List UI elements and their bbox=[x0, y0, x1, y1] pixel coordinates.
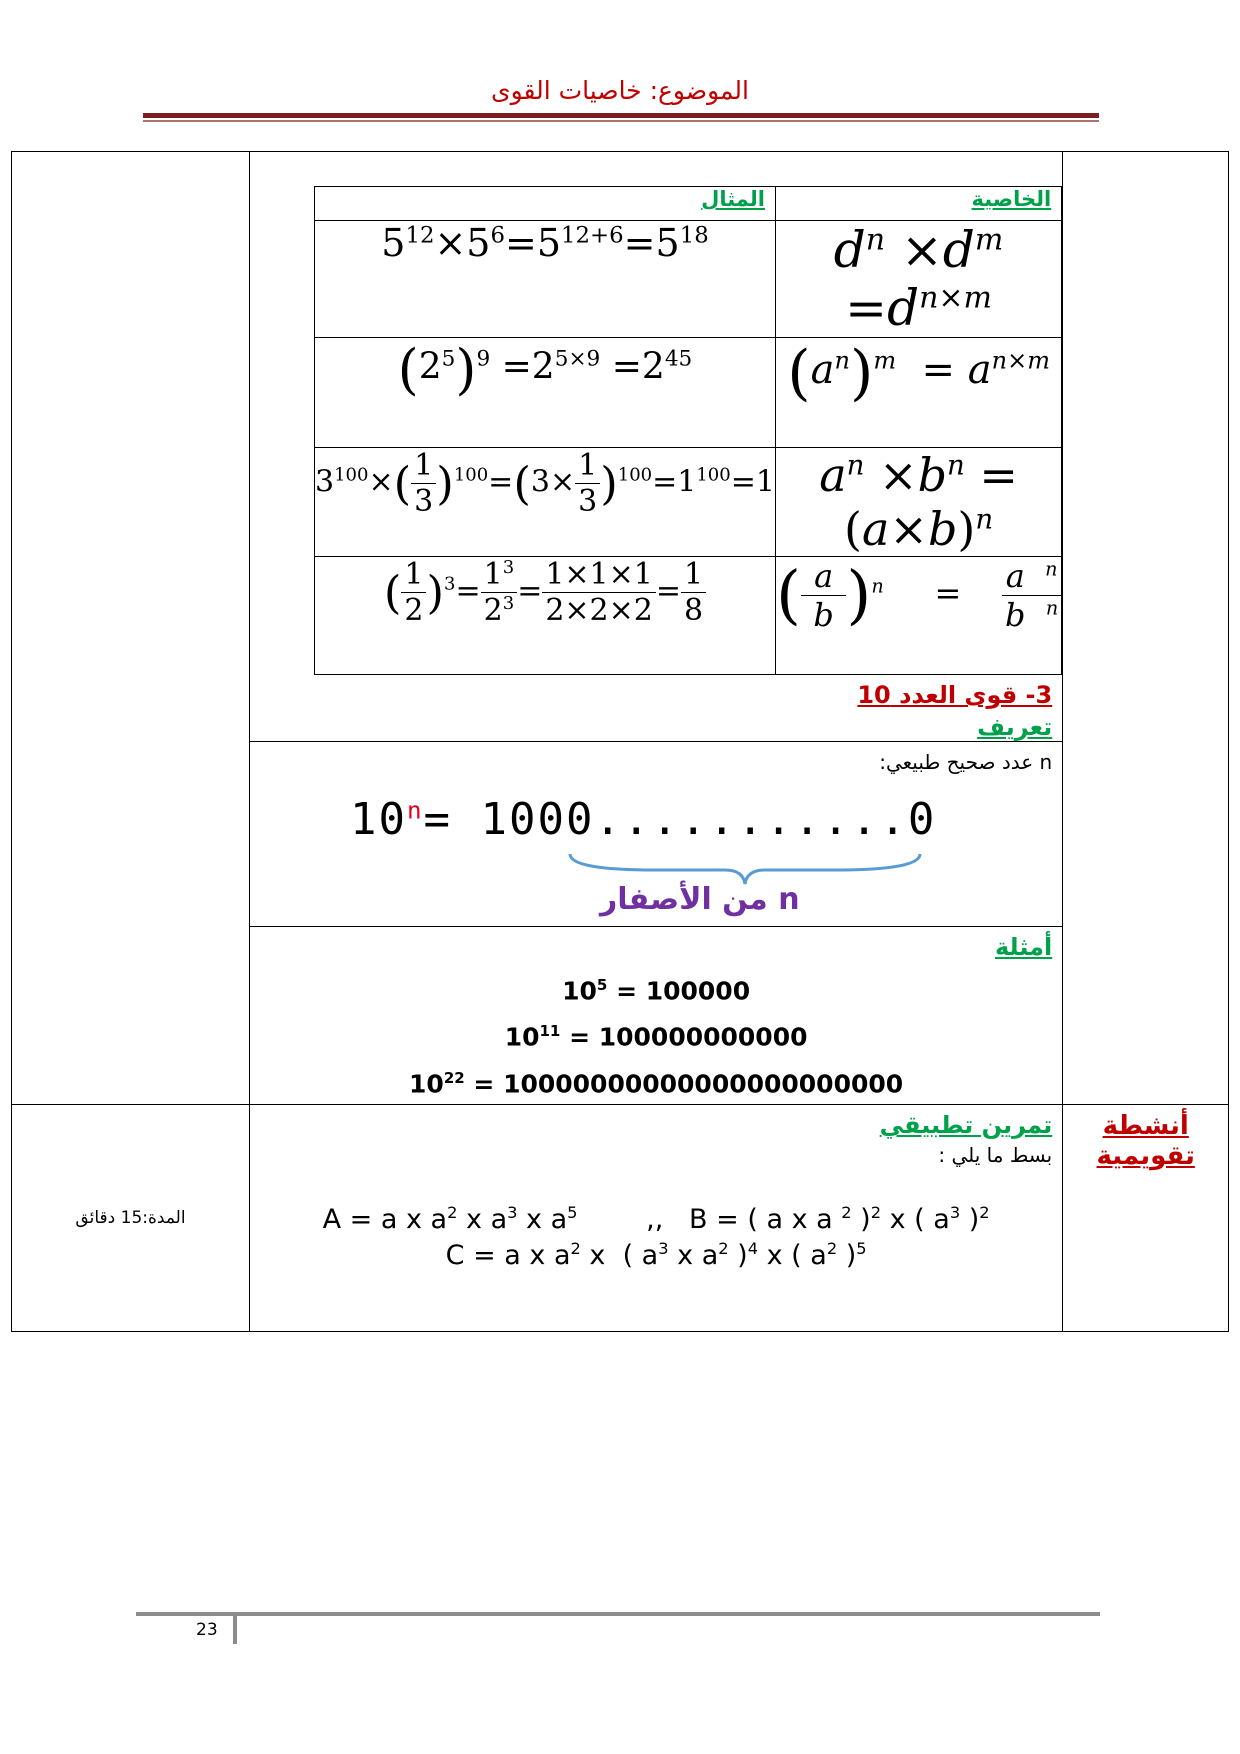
duration-text: المدة:15 دقائق bbox=[75, 1207, 186, 1228]
property-2: $(a^n)^m = a^{n\times m}$ bbox=[775, 338, 1061, 448]
examples-cell bbox=[250, 927, 1063, 1105]
col-header-property: الخاصية bbox=[775, 187, 1061, 221]
col-header-example: المثال bbox=[315, 187, 776, 221]
brace-caption: n من الأصفار bbox=[600, 882, 800, 917]
section3-title: 3- قوى العدد 10 bbox=[857, 681, 1053, 709]
exercise-line-1: A = a x $a^2$ x $a^3$ x $a^5$ ,, B = ( a x a $^2$ )$^2$ x ( $a^3$ )$^2$ bbox=[322, 1202, 990, 1235]
footer-rule bbox=[136, 1612, 1100, 1616]
duration-cell bbox=[12, 1104, 250, 1331]
header-rule bbox=[143, 113, 1099, 118]
example-2: $(2^5)^9 =2^{5\times 9} =2^{45}$ bbox=[315, 338, 776, 448]
duration-cell-top bbox=[12, 152, 250, 1105]
definition-label: تعريف bbox=[977, 713, 1053, 741]
formula-value: = 1000...........0 bbox=[423, 794, 937, 845]
formula-base: 10 bbox=[350, 794, 407, 845]
footer-divider bbox=[233, 1616, 237, 1644]
definition-cell bbox=[250, 742, 1063, 927]
property-4: ( $\frac{a}{b}$ )$^n$ = $\frac{a ^n}{b ^n}$ bbox=[775, 557, 1061, 675]
formula-exponent: n bbox=[406, 796, 424, 825]
definition-text: n عدد صحيح طبيعي: bbox=[879, 750, 1053, 774]
properties-table bbox=[314, 186, 1062, 675]
property-1: $d^n \times d^m =d^{n\times m}$ bbox=[775, 221, 1061, 338]
activities-label-cell bbox=[1063, 1104, 1229, 1331]
properties-cell bbox=[250, 152, 1063, 742]
example-3: $3^{100}\times$( $\frac{1}{3}$ )$^{100}$=(3× $\frac{1}{3}$ )$^{100}=1^{100}=1$ bbox=[315, 448, 776, 557]
lesson-table bbox=[11, 151, 1229, 1332]
activities-label-1: أنشطة bbox=[1102, 1110, 1189, 1141]
example-1: $5^{12}\times 5^6=5^{12+6}=5^{18}$ bbox=[315, 221, 776, 338]
example-line-3: $10^{22} = 10000000000000000000000$ bbox=[409, 1068, 904, 1098]
header-rule-thin bbox=[143, 120, 1099, 122]
powers-of-ten-formula bbox=[350, 794, 936, 845]
exercise-instruction: بسط ما يلي : bbox=[938, 1142, 1053, 1167]
property-3: $a^n \times b^n =(a\times b)^n$ bbox=[775, 448, 1061, 557]
activities-label-2: تقويمية bbox=[1096, 1140, 1195, 1171]
examples-list bbox=[250, 965, 1062, 1104]
exercise-cell bbox=[250, 1104, 1063, 1331]
label-cell-top bbox=[1063, 152, 1229, 1105]
exercise-title: تمرين تطبيقي bbox=[879, 1110, 1053, 1139]
page-number: 23 bbox=[196, 1620, 218, 1640]
examples-label: أمثلة bbox=[994, 933, 1053, 961]
example-line-2: $10^{11} = 100000000000$ bbox=[504, 1022, 808, 1052]
example-4: ( $\frac{1}{2}$ )$^3$= $\frac{1^3}{2^3}$ = $\frac{1\times 1\times 1}{2\times 2\times 2}$ = $\frac{1}{8}$ bbox=[315, 557, 776, 675]
example-line-1: $10^5 = 100000$ bbox=[562, 976, 751, 1006]
page-header-title: الموضوع: خاصيات القوى bbox=[491, 76, 749, 105]
exercise-line-2: C = a x $a^2$ x ( $a^3$ x $a^2$ )$^4$ x ( $a^2$ )$^5$ bbox=[445, 1238, 867, 1271]
